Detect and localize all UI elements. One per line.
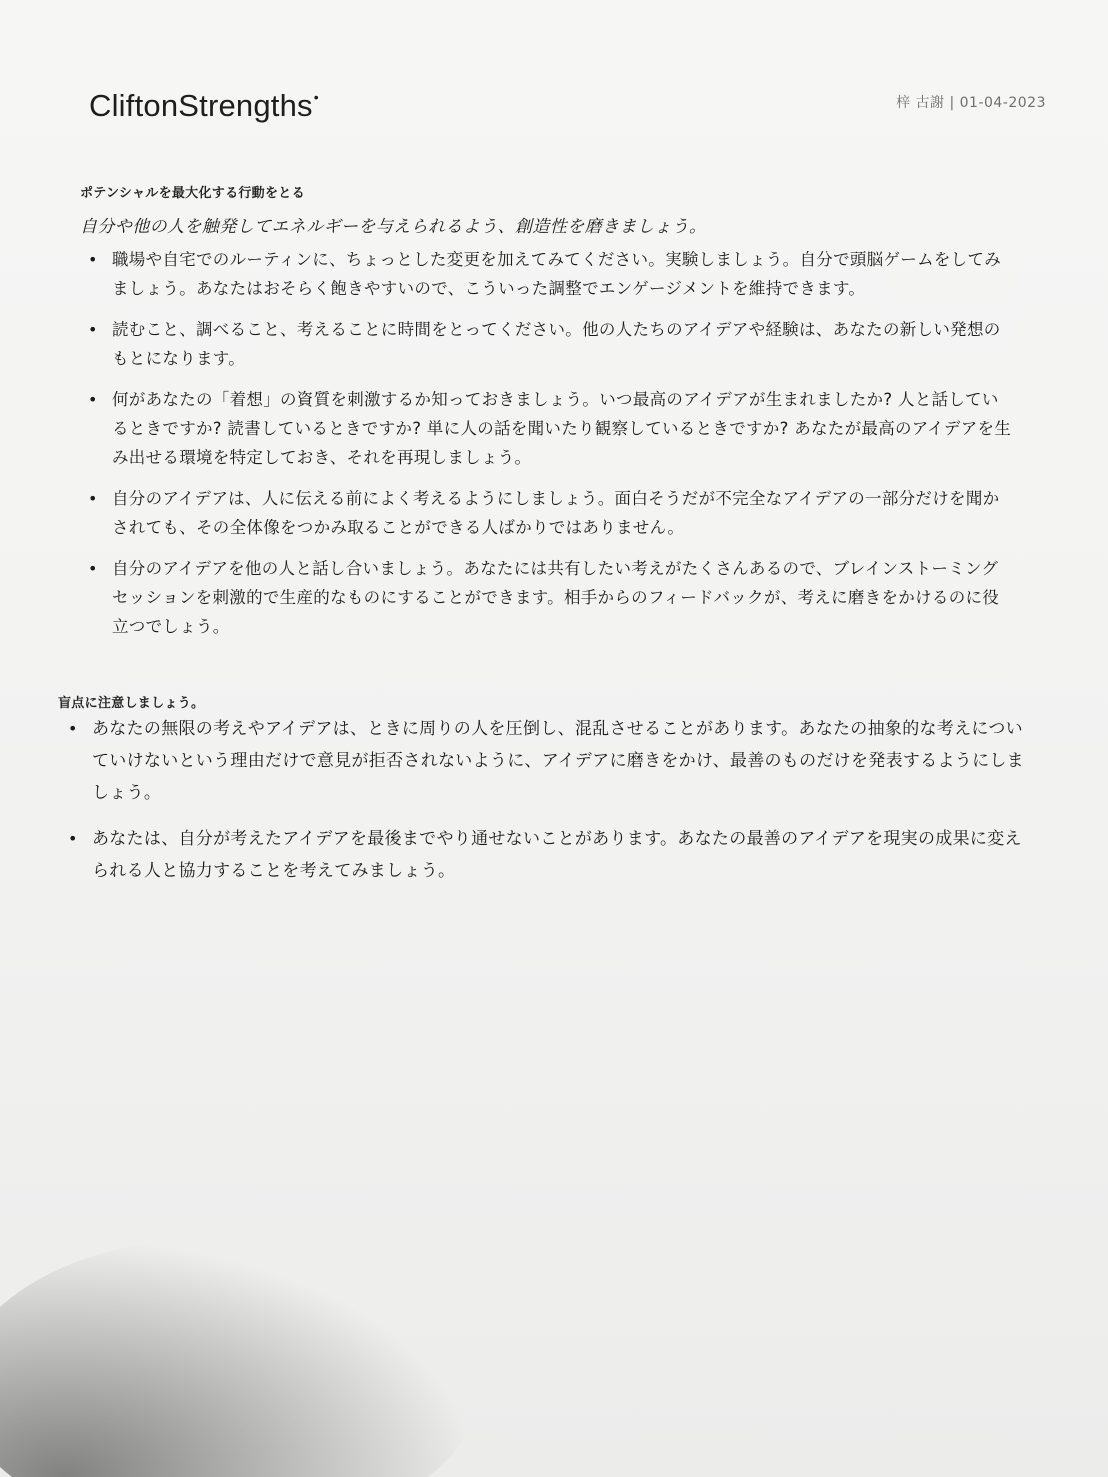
actions-list [88, 245, 1012, 653]
actions-intro: 自分や他の人を触発してエネルギーを与えられるよう、創造性を磨きましょう。 [80, 217, 707, 237]
report-meta: 梓 古謝 | 01-04-2023 [896, 95, 1046, 111]
bullet-icon: • [88, 250, 98, 269]
list-item-text: 何があなたの「着想」の資質を刺激するか知っておきましょう。いつ最高のアイデアが生まれましたか? 人と話しているときですか? 読書しているときですか? 単に人の話を聞いたり観察しているときですか? あなたが最高のアイデアを生み出せる環境を特定しておき、それを再現しましょう。 [112, 390, 1012, 467]
list-item-text: 自分のアイデアは、人に伝える前によく考えるようにしましょう。面白そうだが不完全なアイデアの一部分だけを聞かされても、その全体像をつかみ取ることができる人ばかりではありません。 [112, 489, 1000, 537]
list-item-text: 職場や自宅でのルーティンに、ちょっとした変更を加えてみてください。実験しましょう。自分で頭脳ゲームをしてみましょう。あなたはおそらく飽きやすいので、こういった調整でエンゲージメントを維持できます。 [112, 250, 1002, 298]
list-item [88, 315, 1012, 373]
list-item [68, 713, 1032, 809]
list-item [88, 385, 1012, 472]
logo-mark: • [313, 89, 319, 105]
actions-section-title: ポテンシャルを最大化する行動をとる [80, 186, 305, 201]
bullet-icon: • [68, 829, 78, 848]
bullet-icon: • [88, 559, 98, 578]
brand-logo [89, 88, 319, 124]
blind-spots-section-title: 盲点に注意しましょう。 [58, 696, 205, 711]
blind-spots-list [68, 713, 1032, 901]
list-item-text: あなたの無限の考えやアイデアは、ときに周りの人を圧倒し、混乱させることがあります。あなたの抽象的な考えについていけないという理由だけで意見が拒否されないように、アイデアに磨きをかけ、最善のものだけを発表するようにしましょう。 [92, 719, 1024, 803]
list-item [68, 823, 1032, 887]
list-item [88, 245, 1012, 303]
list-item [88, 554, 1012, 641]
bullet-icon: • [88, 489, 98, 508]
bullet-icon: • [68, 719, 78, 738]
list-item-text: 読むこと、調べること、考えることに時間をとってください。他の人たちのアイデアや経験は、あなたの新しい発想のもとになります。 [112, 320, 1001, 368]
bullet-icon: • [88, 390, 98, 409]
bullet-icon: • [88, 320, 98, 339]
list-item-text: 自分のアイデアを他の人と話し合いましょう。あなたには共有したい考えがたくさんあるので、ブレインストーミングセッションを刺激的で生産的なものにすることができます。相手からのフィードバックが、考えに磨きをかけるのに役立つでしょう。 [112, 559, 1000, 636]
photo-shadow [0, 1237, 480, 1477]
list-item-text: あなたは、自分が考えたアイデアを最後までやり通せないことがあります。あなたの最善のアイデアを現実の成果に変えられる人と協力することを考えてみましょう。 [92, 829, 1022, 881]
logo-text: CliftonStrengths [89, 88, 313, 123]
list-item [88, 484, 1012, 542]
